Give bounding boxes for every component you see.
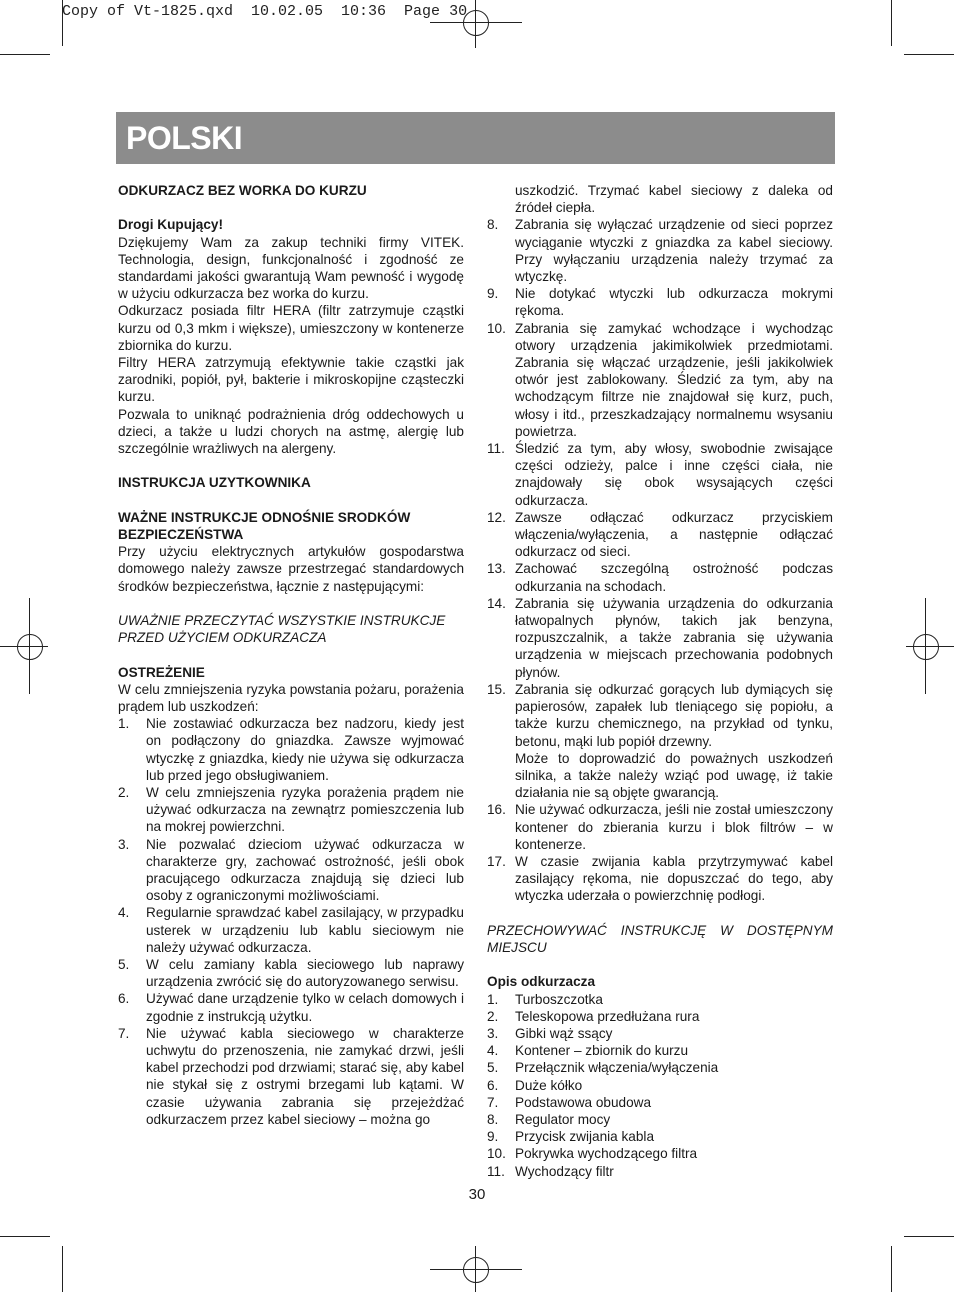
list-text: Zabrania się używania urządzenia do odkurzania łatwopalnych płynów, takich jak benzyna, rozpuszczalnik, a także zabrania się używania urządzenia w miejscach przechowania podobnych płynów. (515, 595, 833, 680)
list-item-continuation (487, 750, 833, 802)
list-number: 8. (487, 217, 499, 233)
list-text: Śledzić za tym, aby włosy, swobodnie zwisające części odzieży, palce i inne części ciała, nie znajdowały się obok wsysających części odkurzacza. (515, 441, 833, 508)
list-number: 14. (487, 595, 506, 611)
list-item (487, 853, 833, 905)
part-item (487, 1059, 833, 1076)
list-number: 10. (487, 320, 506, 336)
keep-notice: PRZECHOWYWAĆ INSTRUKCJĘ W DOSTĘPNYM MIEJSCU (487, 922, 833, 955)
safety-text: Przy użyciu elektrycznych artykułów gospodarstwa domowego należy zawsze przestrzegać standardowych środków bezpieczeństwa, łącznie z następującymi: (118, 544, 464, 594)
list-text: Zachować szczególną ostrożność podczas odkurzania na schodach. (515, 561, 833, 594)
part-item (487, 1025, 833, 1042)
list-number: 15. (487, 681, 506, 697)
list-text: W celu zamiany kabla sieciowego lub naprawy urządzenia zwrócić się do autoryzowanego serwisu. (146, 957, 464, 990)
list-text: Może to doprowadzić do poważnych uszkodzeń silnika, a także należy wziąć pod uwagę, iż takie działania nie są objęte gwarancją. (515, 750, 833, 801)
part-name: Przycisk zwijania kabla (515, 1129, 655, 1145)
list-text: Zawsze odłączać odkurzacz przyciskiem włączenia/wyłączenia, a następnie odłączać odkurzacz od sieci. (515, 509, 833, 560)
list-text: Zabrania się wyłączać urządzenie od sieci poprzez wyciąganie wtyczki z gniazdka za kabel sieciowy. Przy wyłączaniu urządzenia należy trzymać za wtyczkę. (515, 217, 833, 285)
list-number: 16. (487, 802, 506, 818)
part-number: 6. (487, 1077, 499, 1093)
part-number: 10. (487, 1146, 506, 1162)
part-name: Duże kółko (515, 1077, 583, 1093)
list-number: 4. (118, 905, 130, 921)
list-text: Nie używać odkurzacza, jeśli nie został umieszczony kontener do zbierania kurzu i blok filtrów – w kontenerze. (515, 802, 833, 852)
list-item (118, 904, 464, 956)
part-item (487, 1042, 833, 1059)
list-number: 5. (118, 957, 130, 973)
list-item (487, 595, 833, 681)
list-number: 13. (487, 561, 506, 577)
page-number: 30 (468, 1186, 486, 1203)
language-banner (116, 112, 835, 164)
list-number: 12. (487, 509, 506, 525)
list-item-continuation (487, 182, 833, 216)
part-number: 4. (487, 1043, 499, 1059)
list-number: 3. (118, 836, 130, 852)
list-item (118, 784, 464, 836)
list-number: 11. (487, 441, 505, 457)
part-number: 8. (487, 1111, 499, 1127)
part-name: Przełącznik włączenia/wyłączenia (515, 1060, 719, 1076)
list-item (118, 990, 464, 1024)
part-item (487, 1008, 833, 1025)
part-name: Regulator mocy (515, 1111, 611, 1127)
greeting: Drogi Kupujący! (118, 217, 223, 233)
part-name: Gibki wąż ssący (515, 1025, 613, 1041)
intro-paragraph: Filtry HERA zatrzymują efektywnie takie cząstki jak zarodniki, popiół, pył, bakterie i mikroskopijne cząsteczki kurzu. (118, 355, 464, 405)
part-item (487, 1145, 833, 1162)
intro-paragraph: Odkurzacz posiada filtr HERA (filtr zatrzymuje cząstki kurzu od 0,3 mkm i większe), umieszczony w kontenerze zbiornika do kurzu. (118, 303, 464, 353)
part-number: 3. (487, 1025, 499, 1041)
safety-heading: WAŻNE INSTRUKCJE ODNOŚNIE SRODKÓW BEZPIECZEŃSTWA (118, 509, 411, 543)
list-text: W celu zmniejszenia ryzyka porażenia prądem nie używać odkurzacza na zewnątrz pomieszczenia lub na mokrej powierzchni. (146, 785, 464, 835)
list-item (487, 285, 833, 319)
part-name: Turboszczotka (515, 991, 603, 1007)
part-name: Wychodzący filtr (515, 1163, 614, 1179)
list-text: Używać dane urządzenie tylko w celach domowych i zgodnie z instrukcją użytku. (146, 991, 464, 1024)
part-number: 5. (487, 1060, 499, 1076)
part-number: 11. (487, 1163, 505, 1179)
list-number: 17. (487, 853, 506, 869)
part-name: Pokrywka wychodzącego filtra (515, 1146, 698, 1162)
list-text: Nie dotykać wtyczki lub odkurzacza mokrymi rękoma. (515, 286, 833, 319)
list-number: 1. (118, 716, 130, 732)
list-text: Zabrania się zamykać wchodzące i wychodząc otwory urządzenia jakimikolwiek przedmiotami. Zabrania się włączać urządzenie, jeśli jakikolwiek otwór jest zablokowany. Śledzić za tym, aby na wchodzącym filtrze nie znajdował się kurz, puch, włosy i itd., przeszkadzający normalnemu wsysaniu powietrza. (515, 320, 833, 439)
part-item (487, 1128, 833, 1145)
part-item (487, 991, 833, 1008)
list-item (118, 1025, 464, 1128)
part-name: Teleskopowa przedłużana rura (515, 1008, 700, 1024)
part-number: 2. (487, 1008, 499, 1024)
instructions-heading: INSTRUKCJA UZYTKOWNIKA (118, 475, 311, 491)
list-item (487, 801, 833, 853)
part-item (487, 1077, 833, 1094)
document-title: ODKURZACZ BEZ WORKA DO KURZU (118, 183, 367, 198)
list-number: 2. (118, 785, 130, 801)
file-info-header: Copy of Vt-1825.qxd 10.02.05 10:36 Page 30 (62, 3, 468, 20)
list-item (118, 715, 464, 784)
list-text: Regularnie sprawdzać kabel zasilający, w przypadku usterek w urządzeniu lub kablu sieciowym nie należy używać odkurzacza. (146, 905, 464, 955)
list-item (487, 440, 833, 509)
list-item (487, 681, 833, 750)
list-item (118, 836, 464, 905)
part-number: 9. (487, 1129, 499, 1145)
banner-title: POLSKI (126, 120, 243, 156)
list-number: 6. (118, 991, 130, 1007)
part-number: 1. (487, 991, 499, 1007)
list-item (118, 956, 464, 990)
description-heading: Opis odkurzacza (487, 974, 596, 990)
part-name: Podstawowa obudowa (515, 1094, 652, 1110)
list-text: W czasie zwijania kabla przytrzymywać kabel zasilający rękoma, nie dopuszczać do tego, aby wtyczka uderzała o powierzchnię podłogi. (515, 853, 833, 904)
list-text: Nie zostawiać odkurzacza bez nadzoru, kiedy jest on podłączony do gniazdka. Zawsze wyjmować wtyczkę z gniazdka, kiedy nie używa się odkurzacza lub przed jego obsługiwaniem. (146, 716, 464, 783)
read-notice: UWAŻNIE PRZECZYTAĆ WSZYSTKIE INSTRUKCJE PRZED UŻYCIEM ODKURZACZA (118, 613, 446, 646)
list-item (487, 560, 833, 594)
left-column (118, 182, 464, 1128)
list-text: Zabrania się odkurzać gorących lub dymiących się papierosów, zapałek lub tleniącego się popiołu, a także kurzu chemicznego, na przykład od tynku, betonu, mąki lub popiół drzewny. (515, 681, 833, 749)
list-number: 7. (118, 1025, 130, 1041)
list-number: 9. (487, 286, 499, 302)
list-item (487, 216, 833, 285)
right-column (487, 182, 833, 1180)
list-item (487, 320, 833, 440)
list-item (487, 509, 833, 561)
part-number: 7. (487, 1094, 499, 1110)
list-text: Nie używać kabla sieciowego w charakterze uchwytu do przenoszenia, nie zamykać drzwi, jeśli kabel przechodzi pod drzwiami; starać się, aby kabel nie stykał się z ostrymi brzegami lub kątami. W czasie używania zabrania się przejeżdżać odkurzaczem przez kabel sieciowy – można go (146, 1025, 464, 1127)
warning-text: W celu zmniejszenia ryzyka powstania pożaru, porażenia prądem lub uszkodzeń: (118, 681, 464, 715)
part-item (487, 1163, 833, 1180)
list-text: uszkodzić. Trzymać kabel sieciowy z daleka od źródeł ciepła. (515, 183, 833, 216)
intro-paragraph: Dziękujemy Wam za zakup techniki firmy VITEK. Technologia, design, funkcjonalność i zgodność ze standardami jakości gwarantują Wam pewność i wygodę w użyciu odkurzacza bez worka do kurzu. (118, 234, 464, 302)
part-item (487, 1094, 833, 1111)
part-item (487, 1111, 833, 1128)
part-name: Kontener – zbiornik do kurzu (515, 1043, 689, 1059)
warning-heading: OSTREŻENIE (118, 664, 205, 680)
intro-paragraph: Pozwala to uniknąć podrażnienia dróg oddechowych u dzieci, a także u ludzi chorych na astmę, alergię lub szczególnie wrażliwych na alergeny. (118, 406, 464, 457)
list-text: Nie pozwalać dzieciom używać odkurzacza w charakterze gry, zachować ostrożność, jeśli obok pracującego odkurzacza znajdują się dzieci lub osoby z ograniczonymi możliwościami. (146, 836, 464, 904)
